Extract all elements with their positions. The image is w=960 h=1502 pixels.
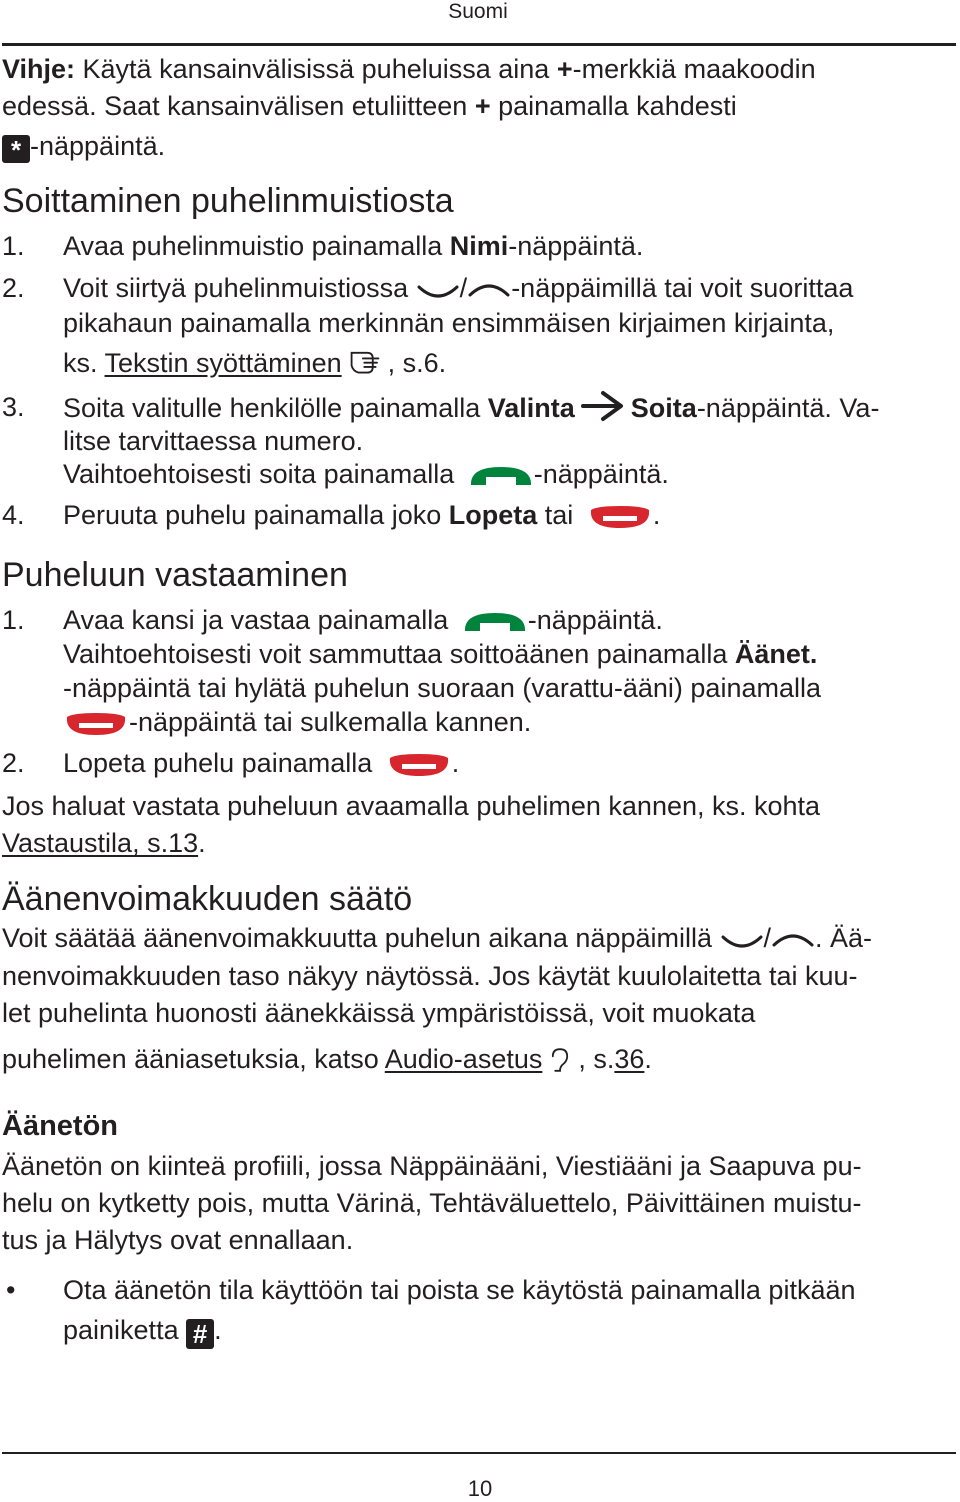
call-step-3-line-2: litse tarvittaessa numero. — [63, 426, 364, 456]
hash-key-icon: # — [186, 1319, 214, 1349]
silent-bullet-line-1: Ota äänetön tila käyttöön tai poista se käytöstä painamalla pitkään — [63, 1275, 856, 1305]
link-answer-mode[interactable]: Vastaustila, s.13 — [2, 828, 199, 858]
tip-line-2: edessä. Saat kansainvälisen etuliitteen + painamalla kahdesti — [2, 91, 737, 121]
call-step-3-line-1: Soita valitulle henkilölle painamalla Valinta Soita-näppäintä. Va- — [63, 393, 880, 423]
hand-pointer-icon — [342, 350, 388, 374]
answer-note-line-2: Vastaustila, s.13. — [2, 828, 206, 858]
arrow-right-icon — [581, 391, 625, 421]
answer-step-1-line-3: -näppäintä tai hylätä puhelun suoraan (varattu-ääni) painamalla — [63, 673, 821, 703]
call-step-2-line-3: ks. Tekstin syöttäminen , s.6. — [63, 348, 447, 378]
call-step-2-line-1: Voit siirtyä puhelinmuistiossa / -näppäimillä tai voit suorittaa — [63, 273, 854, 303]
volume-line-2: nenvoimakkuuden taso näkyy näytössä. Jos käytät kuulolaitetta tai kuu- — [2, 961, 858, 991]
page-number: 10 — [467, 1476, 493, 1501]
nav-down-key-icon — [416, 277, 460, 301]
answer-step-2: Lopeta puhelu painamalla . — [63, 748, 460, 778]
heading-volume: Äänenvoimakkuuden säätö — [2, 880, 413, 918]
volume-line-4: puhelimen ääniasetuksia, katso Audio-asetus , s.36. — [2, 1044, 652, 1074]
call-key-icon — [462, 609, 528, 635]
header-divider — [2, 43, 956, 46]
nav-down-key-icon — [720, 927, 764, 951]
language-header: Suomi — [448, 0, 508, 23]
end-key-icon — [386, 752, 452, 778]
nav-up-key-icon — [467, 277, 511, 301]
link-text-input[interactable]: Tekstin syöttäminen — [104, 348, 342, 378]
step-number: 1. — [2, 605, 25, 635]
step-number: 4. — [2, 500, 25, 530]
volume-line-1: Voit säätää äänenvoimakkuutta puhelun aikana näppäimillä / . Ää- — [2, 923, 873, 953]
heading-calling: Soittaminen puhelinmuistiosta — [2, 182, 454, 220]
call-step-3-line-3: Vaihtoehtoisesti soita painamalla -näppäintä. — [63, 459, 669, 489]
step-number: 2. — [2, 748, 25, 778]
silent-line-3: tus ja Hälytys ovat ennallaan. — [2, 1225, 354, 1255]
call-step-1: Avaa puhelinmuistio painamalla Nimi-näppäintä. — [63, 231, 644, 261]
step-number: 2. — [2, 273, 25, 303]
heading-answering: Puheluun vastaaminen — [2, 556, 348, 594]
silent-line-2: helu on kytketty pois, mutta Värinä, Tehtäväluettelo, Päivittäinen muistu- — [2, 1188, 862, 1218]
answer-step-1-line-2: Vaihtoehtoisesti voit sammuttaa soittoäänen painamalla Äänet. — [63, 639, 818, 669]
tip-line-1: Vihje: Käytä kansainvälisissä puheluissa aina +-merkkiä maakoodin — [2, 54, 816, 84]
step-number: 1. — [2, 231, 25, 261]
footer-divider — [2, 1452, 956, 1454]
call-step-4: Peruuta puhelu painamalla joko Lopeta tai . — [63, 500, 661, 530]
link-audio-settings[interactable]: Audio-asetus — [384, 1044, 543, 1074]
hearing-icon — [542, 1048, 578, 1072]
tip-line-3: * -näppäintä. — [2, 130, 165, 163]
answer-note-line-1: Jos haluat vastata puheluun avaamalla puhelimen kannen, ks. kohta — [2, 791, 821, 821]
star-key-icon: * — [2, 135, 30, 163]
heading-silent: Äänetön — [2, 1110, 118, 1142]
end-key-icon — [587, 504, 653, 530]
call-step-2-line-2: pikahaun painamalla merkinnän ensimmäisen kirjaimen kirjainta, — [63, 308, 835, 338]
silent-line-1: Äänetön on kiinteä profiili, jossa Näppäinääni, Viestiääni ja Saapuva pu- — [2, 1151, 862, 1181]
call-key-icon — [468, 463, 534, 489]
step-number: 3. — [2, 392, 25, 422]
silent-bullet-line-2: painiketta # . — [63, 1315, 222, 1349]
volume-line-3: let puhelinta huonosti äänekkäissä ympäristöissä, voit muokata — [2, 998, 756, 1028]
end-key-icon — [63, 711, 129, 737]
tip-label: Vihje: — [2, 54, 76, 84]
answer-step-1-line-4: -näppäintä tai sulkemalla kannen. — [63, 706, 531, 738]
answer-step-1-line-1: Avaa kansi ja vastaa painamalla -näppäintä. — [63, 605, 663, 635]
nav-up-key-icon — [771, 927, 815, 951]
bullet-marker: • — [6, 1275, 16, 1305]
link-page-36[interactable]: 36 — [614, 1044, 645, 1074]
